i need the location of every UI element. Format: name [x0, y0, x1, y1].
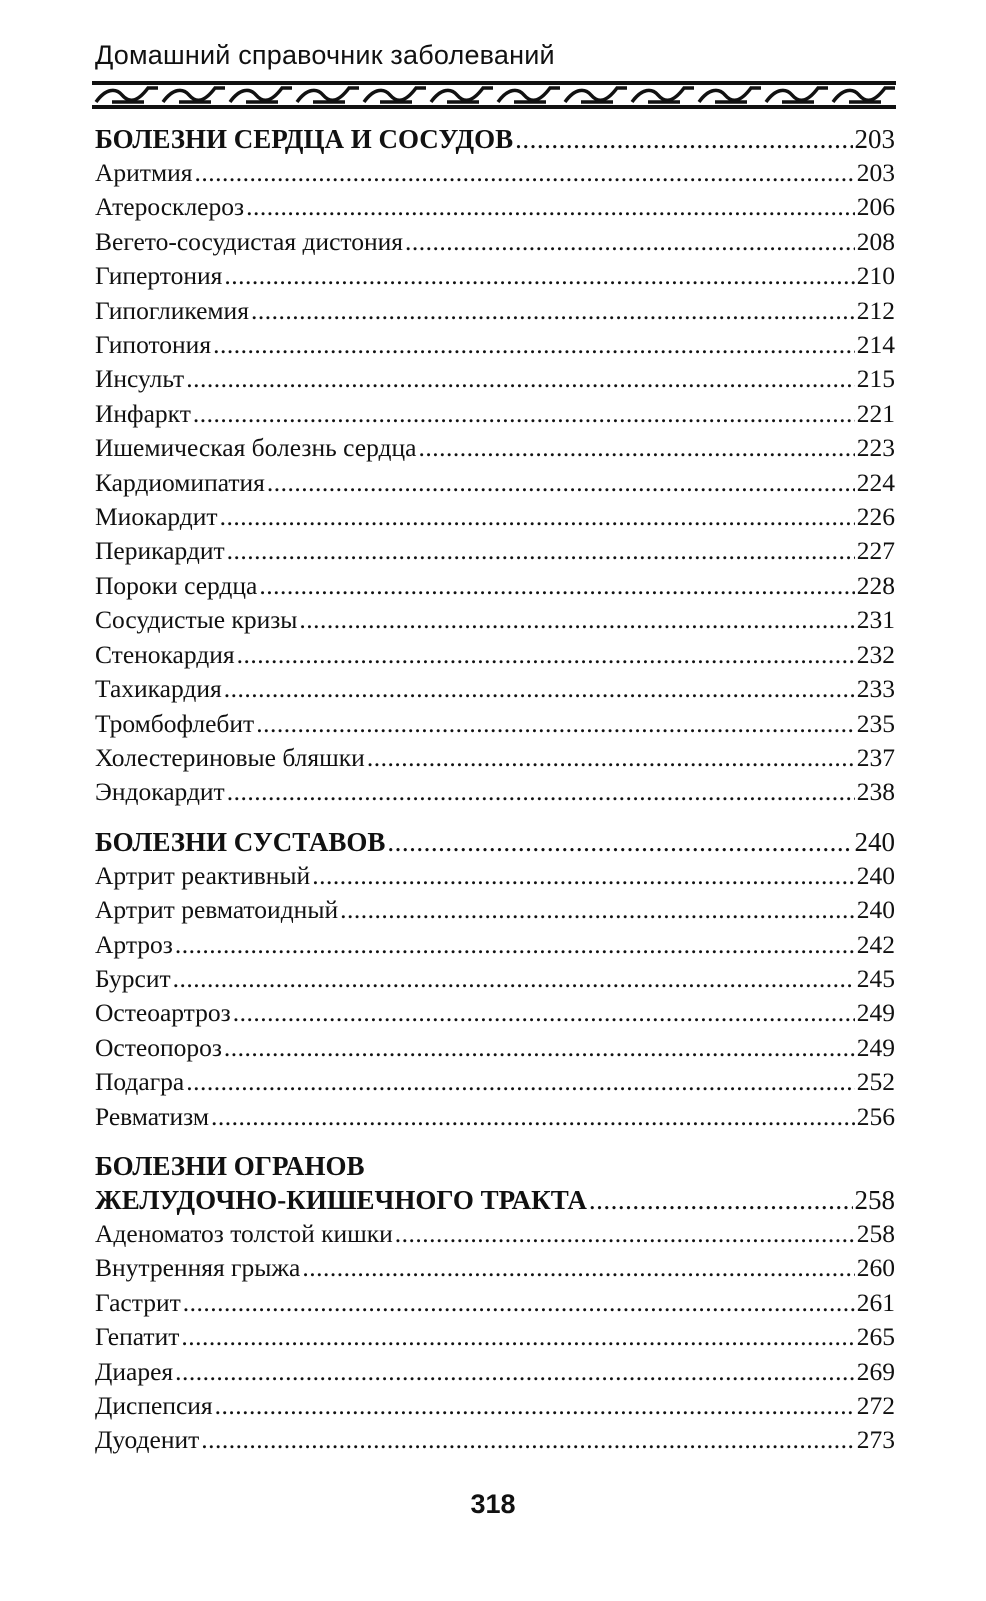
toc-entry-page-number: 226 [856, 502, 895, 532]
toc-entry-label: Кардиомипатия [95, 467, 265, 497]
dot-leader [183, 1286, 855, 1320]
dot-leader [387, 825, 852, 859]
toc-entry[interactable] [95, 741, 895, 775]
toc-entry-page-number: 258 [856, 1218, 895, 1248]
section-title-label: ЖЕЛУДОЧНО-КИШЕЧНОГО ТРАКТА [95, 1184, 587, 1215]
dot-leader [173, 962, 855, 996]
toc-entry-label: Внутренняя грыжа [95, 1253, 301, 1283]
ornament-swirl [431, 88, 493, 102]
toc-entry[interactable] [95, 397, 895, 431]
toc-entry[interactable] [95, 603, 895, 637]
toc-entry-label: Диспепсия [95, 1391, 213, 1420]
toc-entry[interactable] [95, 500, 895, 534]
toc-entry-page-number: 237 [856, 742, 895, 772]
toc-entry[interactable] [95, 707, 895, 741]
toc-entry-label: Гепатит [95, 1322, 180, 1352]
toc-entry[interactable] [95, 962, 895, 996]
decorative-border-ornament [92, 80, 896, 110]
section-page-number: 203 [854, 124, 895, 154]
toc-entry-label: Гипогликемия [95, 295, 249, 325]
dot-leader [201, 1423, 854, 1457]
section-title-row[interactable] [95, 1183, 895, 1217]
toc-entry-page-number: 242 [856, 929, 895, 959]
toc-entry[interactable] [95, 859, 895, 893]
ornament-swirl [498, 88, 560, 102]
toc-entry-page-number: 260 [856, 1253, 895, 1283]
ornament-swirl [364, 88, 426, 102]
dot-leader [267, 466, 855, 500]
toc-entry[interactable] [95, 362, 895, 396]
dot-leader [193, 397, 855, 431]
toc-entry[interactable] [95, 431, 895, 465]
dot-leader [181, 1320, 854, 1354]
toc-entry-page-number: 240 [856, 860, 895, 890]
dot-leader [211, 1100, 855, 1134]
toc-entry-label: Пороки сердца [95, 570, 258, 600]
toc-entry-label: Ишемическая болезнь сердца [95, 433, 417, 463]
toc-entry-page-number: 249 [856, 1032, 895, 1062]
toc-entry[interactable] [95, 1251, 895, 1285]
toc-entry[interactable] [95, 672, 895, 706]
toc-entry[interactable] [95, 190, 895, 224]
toc-entry[interactable] [95, 1389, 895, 1423]
toc-entry-page-number: 273 [856, 1425, 895, 1455]
toc-entry-page-number: 272 [856, 1391, 895, 1420]
toc-entry-label: Эндокардит [95, 777, 225, 807]
toc-entry[interactable] [95, 1065, 895, 1099]
toc-entry[interactable] [95, 259, 895, 293]
dot-leader [227, 775, 855, 809]
section-title-label: БОЛЕЗНИ СУСТАВОВ [95, 826, 386, 857]
section-page-number: 240 [854, 826, 895, 857]
toc-entry[interactable] [95, 928, 895, 962]
toc-entry-label: Атеросклероз [95, 192, 245, 222]
toc-entry[interactable] [95, 466, 895, 500]
dot-leader [395, 1217, 855, 1251]
toc-entry[interactable] [95, 225, 895, 259]
ornament-swirl [96, 88, 158, 102]
toc-entry-label: Артрит ревматоидный [95, 895, 339, 925]
dot-leader [233, 996, 855, 1030]
dot-leader [405, 225, 855, 259]
toc-entry-label: Инсульт [95, 364, 185, 394]
toc-entry-label: Вегето-сосудистая дистония [95, 226, 403, 256]
dot-leader [175, 1355, 855, 1389]
toc-entry-label: Гастрит [95, 1287, 181, 1317]
toc-entry-page-number: 238 [856, 777, 895, 807]
section-title-row[interactable] [95, 122, 895, 156]
toc-entry-label: Стенокардия [95, 639, 235, 669]
toc-entry[interactable] [95, 996, 895, 1030]
ornament-swirl [297, 88, 359, 102]
toc-entry-label: Аденоматоз толстой кишки [95, 1218, 393, 1248]
dot-leader [515, 122, 852, 156]
toc-entry[interactable] [95, 534, 895, 568]
dot-leader [259, 569, 854, 603]
dot-leader [175, 928, 855, 962]
toc-entry[interactable] [95, 1320, 895, 1354]
dot-leader [224, 672, 855, 706]
toc-entry-label: Ревматизм [95, 1101, 210, 1131]
running-header: Домашний справочник заболеваний [95, 40, 555, 70]
dot-leader [340, 893, 855, 927]
dot-leader [418, 431, 854, 465]
toc-entry-page-number: 252 [856, 1067, 895, 1097]
toc-entry-page-number: 232 [856, 639, 895, 669]
toc-entry-label: Бурсит [95, 963, 171, 993]
toc-entry-label: Холестериновые бляшки [95, 742, 365, 772]
section-title-line: БОЛЕЗНИ ОГРАНОВ [95, 1150, 365, 1181]
dot-leader [215, 1389, 855, 1423]
toc-entry-label: Гипотония [95, 330, 212, 360]
toc-entry-page-number: 227 [856, 536, 895, 566]
dot-leader [194, 156, 854, 190]
dot-leader [186, 362, 855, 396]
toc-entry[interactable] [95, 775, 895, 809]
toc-entry-page-number: 269 [856, 1356, 895, 1386]
toc-entry-page-number: 256 [856, 1101, 895, 1131]
toc-entry-label: Миокардит [95, 502, 218, 532]
toc-entry[interactable] [95, 1031, 895, 1065]
toc-entry-page-number: 249 [856, 998, 895, 1028]
toc-entry-page-number: 235 [856, 708, 895, 738]
toc-entry-label: Дуоденит [95, 1425, 200, 1455]
section-heading [95, 1149, 895, 1217]
toc-entry-page-number: 265 [856, 1322, 895, 1352]
toc-entry-page-number: 228 [856, 570, 895, 600]
toc-entry-page-number: 206 [856, 192, 895, 222]
ornament-swirl [230, 88, 292, 102]
toc-entry-page-number: 208 [856, 226, 895, 256]
toc-entry-page-number: 210 [856, 261, 895, 291]
section-title-row[interactable] [95, 825, 895, 859]
toc-entry-label: Тахикардия [95, 674, 222, 704]
toc-entry-label: Гипертония [95, 261, 223, 291]
toc-entry-page-number: 261 [856, 1287, 895, 1317]
toc-entry[interactable] [95, 1217, 895, 1251]
dot-leader [224, 259, 854, 293]
toc-entry-page-number: 223 [856, 433, 895, 463]
table-of-contents [95, 118, 895, 1458]
dot-leader [246, 190, 855, 224]
page-number: 318 [470, 1489, 516, 1519]
toc-entry[interactable] [95, 294, 895, 328]
toc-entry-page-number: 214 [856, 330, 895, 360]
toc-entry-page-number: 203 [856, 158, 895, 187]
section-heading [95, 825, 895, 859]
toc-entry-label: Инфаркт [95, 398, 191, 428]
ornament-swirl [565, 88, 627, 102]
ornament-swirl [699, 88, 761, 102]
dot-leader [227, 534, 855, 568]
dot-leader [224, 1031, 855, 1065]
toc-entry[interactable] [95, 638, 895, 672]
section-heading [95, 122, 895, 156]
toc-entry-label: Диарея [95, 1356, 174, 1386]
toc-entry-page-number: 233 [856, 674, 895, 704]
toc-entry[interactable] [95, 1286, 895, 1320]
toc-entry-page-number: 240 [856, 895, 895, 925]
toc-entry-page-number: 231 [856, 605, 895, 635]
toc-entry-label: Остеопороз [95, 1032, 222, 1062]
dot-leader [302, 1251, 854, 1285]
dot-leader [186, 1065, 855, 1099]
toc-entry-label: Артроз [95, 929, 173, 959]
toc-entry[interactable] [95, 328, 895, 362]
toc-entry-label: Остеоартроз [95, 998, 231, 1028]
toc-entry[interactable] [95, 569, 895, 603]
toc-entry-page-number: 215 [856, 364, 895, 394]
toc-entry-label: Тромбофлебит [95, 708, 255, 738]
dot-leader [299, 603, 854, 637]
toc-entry[interactable] [95, 1355, 895, 1389]
toc-entry-label: Аритмия [95, 158, 193, 187]
toc-entry-page-number: 221 [856, 398, 895, 428]
toc-entry-label: Сосудистые кризы [95, 605, 298, 635]
ornament-swirl [766, 88, 828, 102]
toc-entry-label: Перикардит [95, 536, 225, 566]
toc-entry-page-number: 245 [856, 963, 895, 993]
toc-entry[interactable] [95, 1423, 895, 1457]
section-title-label: БОЛЕЗНИ СЕРДЦА И СОСУДОВ [95, 124, 514, 154]
toc-entry[interactable] [95, 156, 895, 190]
toc-entry-label: Подагра [95, 1067, 185, 1097]
toc-entry-page-number: 212 [856, 295, 895, 325]
toc-entry-label: Артрит реактивный [95, 860, 311, 890]
section-page-number: 258 [854, 1184, 895, 1215]
toc-entry-page-number: 224 [856, 467, 895, 497]
dot-leader [237, 638, 855, 672]
ornament-swirl [163, 88, 225, 102]
dot-leader [256, 707, 855, 741]
toc-entry[interactable] [95, 893, 895, 927]
dot-leader [367, 741, 855, 775]
dot-leader [312, 859, 855, 893]
ornament-swirl [632, 88, 694, 102]
dot-leader [213, 328, 855, 362]
dot-leader [589, 1183, 853, 1217]
dot-leader [220, 500, 855, 534]
dot-leader [251, 294, 855, 328]
ornament-swirl [833, 88, 895, 102]
toc-entry[interactable] [95, 1100, 895, 1134]
